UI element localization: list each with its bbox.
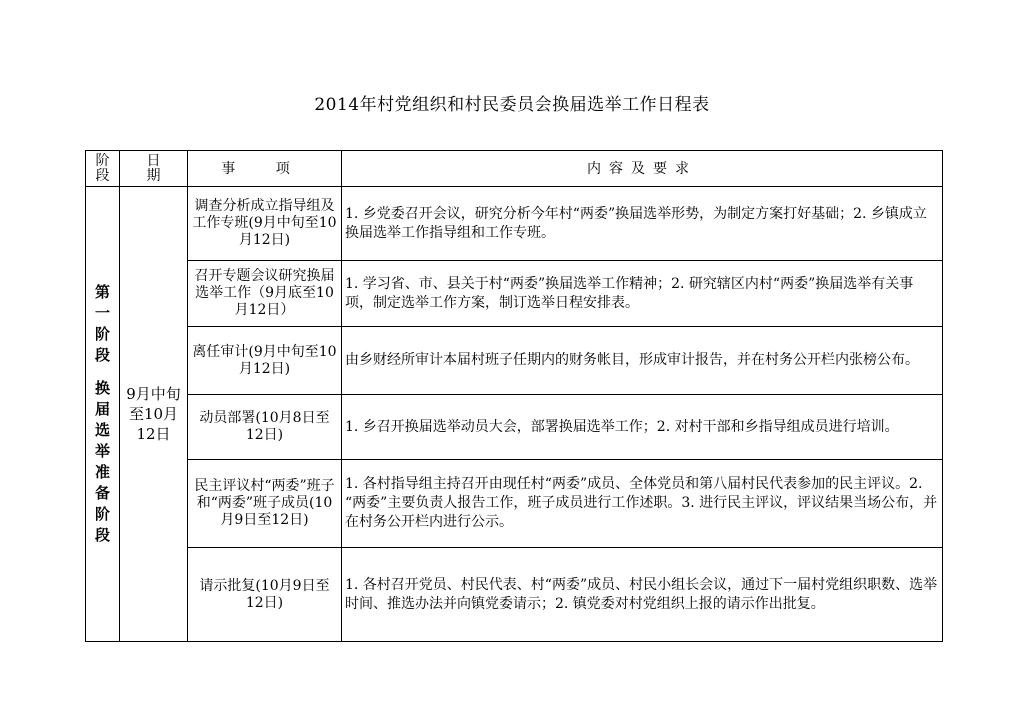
- content-cell: 由乡财经所审计本届村班子任期内的财务帐目，形成审计报告，并在村务公开栏内张榜公布。: [342, 327, 943, 395]
- header-content: 内容及要求: [342, 151, 943, 187]
- content-cell: 1. 各村召开党员、村民代表、村“两委”成员、村民小组长会议，通过下一届村党组织职数、选举时间、推选办法并向镇党委请示；2. 镇党委对村党组织上报的请示作出批复。: [342, 548, 943, 642]
- table-row: [86, 261, 943, 327]
- table-row: [86, 187, 943, 261]
- header-item: 事 项: [188, 151, 342, 187]
- item-cell: 民主评议村“两委”班子和“两委”班子成员(10月9日至12日): [188, 460, 342, 548]
- item-cell: 动员部署(10月8日至12日): [188, 395, 342, 460]
- header-date: 日期: [120, 151, 188, 187]
- page-title: 2014年村党组织和村民委员会换届选举工作日程表: [314, 95, 710, 115]
- item-cell: 请示批复(10月9日至12日): [188, 548, 342, 642]
- header-row: [86, 151, 943, 187]
- table-row: [86, 460, 943, 548]
- table-row: [86, 548, 943, 642]
- date-cell: 9月中旬至10月12日: [120, 187, 188, 642]
- content-cell: 1. 乡召开换届选举动员大会，部署换届选举工作；2. 对村干部和乡指导组成员进行培训。: [342, 395, 943, 460]
- item-cell: 离任审计(9月中旬至10月12日): [188, 327, 342, 395]
- content-cell: 1. 乡党委召开会议，研究分析今年村“两委”换届选举形势，为制定方案打好基础；2. 乡镇成立换届选举工作指导组和工作专班。: [342, 187, 943, 261]
- header-stage: 阶段: [86, 151, 120, 187]
- stage-description: 换届选举准备阶段: [94, 379, 110, 544]
- item-cell: 调查分析成立指导组及工作专班(9月中旬至10月12日): [188, 187, 342, 261]
- item-cell: 召开专题会议研究换届选举工作（9月底至10月12日）: [188, 261, 342, 327]
- content-cell: 1. 学习省、市、县关于村“两委”换届选举工作精神；2. 研究辖区内村“两委”换届选举有关事项，制定选举工作方案，制订选举日程安排表。: [342, 261, 943, 327]
- stage-cell: [86, 187, 120, 642]
- content-cell: 1. 各村指导组主持召开由现任村“两委”成员、全体党员和第八届村民代表参加的民主评议。2. “两委”主要负责人报告工作，班子成员进行工作述职。3. 进行民主评议，评议结果当场公布，并在村务公开栏内进行公示。: [342, 460, 943, 548]
- table-row: [86, 327, 943, 395]
- schedule-table: [85, 150, 943, 642]
- stage-name: 第一阶段: [94, 283, 110, 364]
- table-row: [86, 395, 943, 460]
